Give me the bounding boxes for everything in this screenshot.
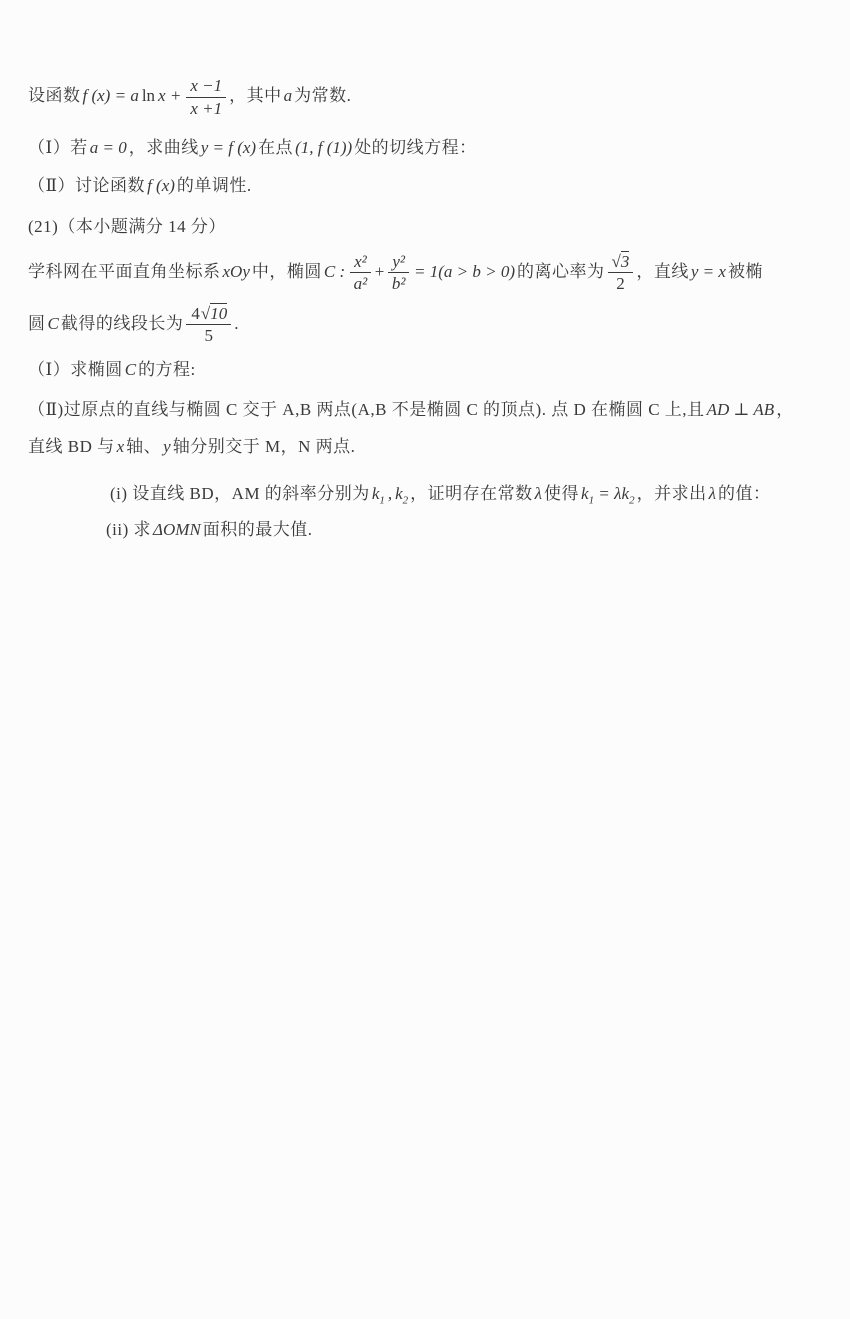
text: ，证明存在常数 (410, 483, 533, 503)
numerator (608, 252, 634, 274)
part-label: （Ⅱ）讨论函数 (28, 176, 146, 196)
problem21-subquestion-ii-line (28, 519, 832, 540)
denominator: x +1 (190, 98, 223, 118)
chord-length-fraction (186, 304, 231, 346)
intro-text: 设函数 (28, 85, 81, 105)
text: ，求曲线 (128, 138, 199, 158)
subscript-2: 2 (402, 494, 409, 507)
problem21-intro-line1 (28, 252, 832, 294)
text: 面积的最大值. (202, 520, 313, 540)
eccentricity-fraction (608, 252, 634, 294)
text: 在点 (258, 138, 294, 158)
problem20-intro-line (28, 76, 832, 118)
sub-label: (i) 设直线 BD，AM 的斜率分别为 (110, 483, 370, 503)
slope-k1: $k_1$ (371, 483, 385, 507)
ln-operator: ln (141, 85, 156, 105)
part-label: （Ⅰ）求椭圆 (28, 360, 123, 380)
function-definition: f (x) = a (82, 85, 139, 105)
problem21-intro-line2 (28, 304, 832, 346)
fraction-y2-over-b2 (388, 252, 409, 294)
y-axis-var: y (163, 436, 171, 456)
part-label: （Ⅰ）若 (28, 138, 88, 158)
text: 轴分别交于 M，N 两点. (172, 436, 356, 456)
problem21-part2-line2 (28, 436, 832, 457)
sqrt-sign: √ (611, 251, 621, 271)
x-axis-var: x (116, 436, 125, 456)
ellipse-name: C (124, 360, 137, 380)
ellipse-condition: = 1(a > b > 0) (414, 261, 516, 281)
intro-post-text: 为常数. (294, 85, 352, 105)
fraction-x2-over-a2 (350, 252, 371, 294)
numerator: y² (388, 252, 409, 274)
text: 处的切线方程： (354, 138, 477, 158)
radicand: 3 (620, 251, 630, 271)
intro-mid-text: ，其中 (229, 85, 282, 105)
text: 的单调性. (176, 176, 252, 196)
problem21-header-line (28, 216, 832, 237)
problem20-part2-line (28, 175, 832, 196)
radicand: 10 (210, 303, 228, 323)
comma: ， (776, 400, 794, 420)
perpendicular-condition: AD ⊥ AB (706, 400, 775, 420)
sqrt-sign: √ (200, 303, 211, 323)
text: 圆 (28, 313, 46, 333)
triangle-omn: ΔOMN (153, 520, 201, 540)
ellipse-name: C : (323, 261, 346, 281)
text: ，直线 (636, 261, 689, 281)
a-equals-zero: a = 0 (89, 138, 127, 158)
fraction-x-minus1-over-x-plus1 (186, 76, 226, 118)
numerator: x −1 (186, 76, 226, 98)
coefficient: 4 (191, 303, 200, 323)
plus-sign: + (374, 261, 385, 281)
equals-sign: = (599, 483, 609, 503)
text: 的离心率为 (517, 261, 605, 281)
text: 中，椭圆 (251, 261, 322, 281)
text: （Ⅱ)过原点的直线与椭圆 C 交于 A,B 两点(A,B 不是椭圆 C 的顶点). 点 D 在椭圆 C 上,且 (28, 400, 705, 420)
comma: , (387, 483, 393, 503)
ellipse-name: C (47, 313, 59, 333)
text: 使得 (544, 483, 580, 503)
problem21-subquestion-i-line (28, 483, 832, 507)
coordinate-system: xOy (222, 261, 250, 281)
problem21-part1-line (28, 359, 832, 380)
curve-equation: y = f (x) (200, 138, 257, 158)
text: 被椭 (727, 261, 763, 281)
line-y-equals-x: y = x (690, 261, 726, 281)
denominator: a² (353, 274, 368, 294)
text: ，并求出 (636, 483, 707, 503)
function-fx: f (x) (147, 176, 175, 196)
numerator: x² (350, 252, 371, 274)
lambda-constant: λ (708, 483, 716, 503)
lambda-constant: λ (534, 483, 543, 503)
slope-k2: $k_2$ (395, 483, 409, 507)
text: 的值： (717, 483, 771, 503)
constant-a: a (283, 85, 293, 105)
period: . (234, 313, 239, 333)
numerator (186, 304, 231, 326)
denominator: b² (391, 274, 406, 294)
denominator: 2 (616, 274, 625, 294)
text: 直线 BD 与 (28, 436, 115, 456)
subscript-1: 1 (379, 494, 385, 507)
problem21-part2-line1 (28, 399, 832, 420)
denominator: 5 (204, 326, 214, 346)
text: 截得的线段长为 (60, 313, 184, 333)
x-plus: x + (158, 85, 182, 105)
tangent-point: (1, f (1)) (295, 138, 353, 158)
text: 的方程: (138, 360, 196, 380)
text: 学科网在平面直角坐标系 (28, 261, 221, 281)
text: 轴、 (126, 436, 162, 456)
problem20-part1-line (28, 137, 832, 158)
sub-label: (ii) 求 (106, 520, 152, 540)
k1-equation: $k_1 = \lambda k_2$ (581, 483, 635, 507)
problem-number-and-points: (21)（本小题满分 14 分） (28, 216, 226, 236)
